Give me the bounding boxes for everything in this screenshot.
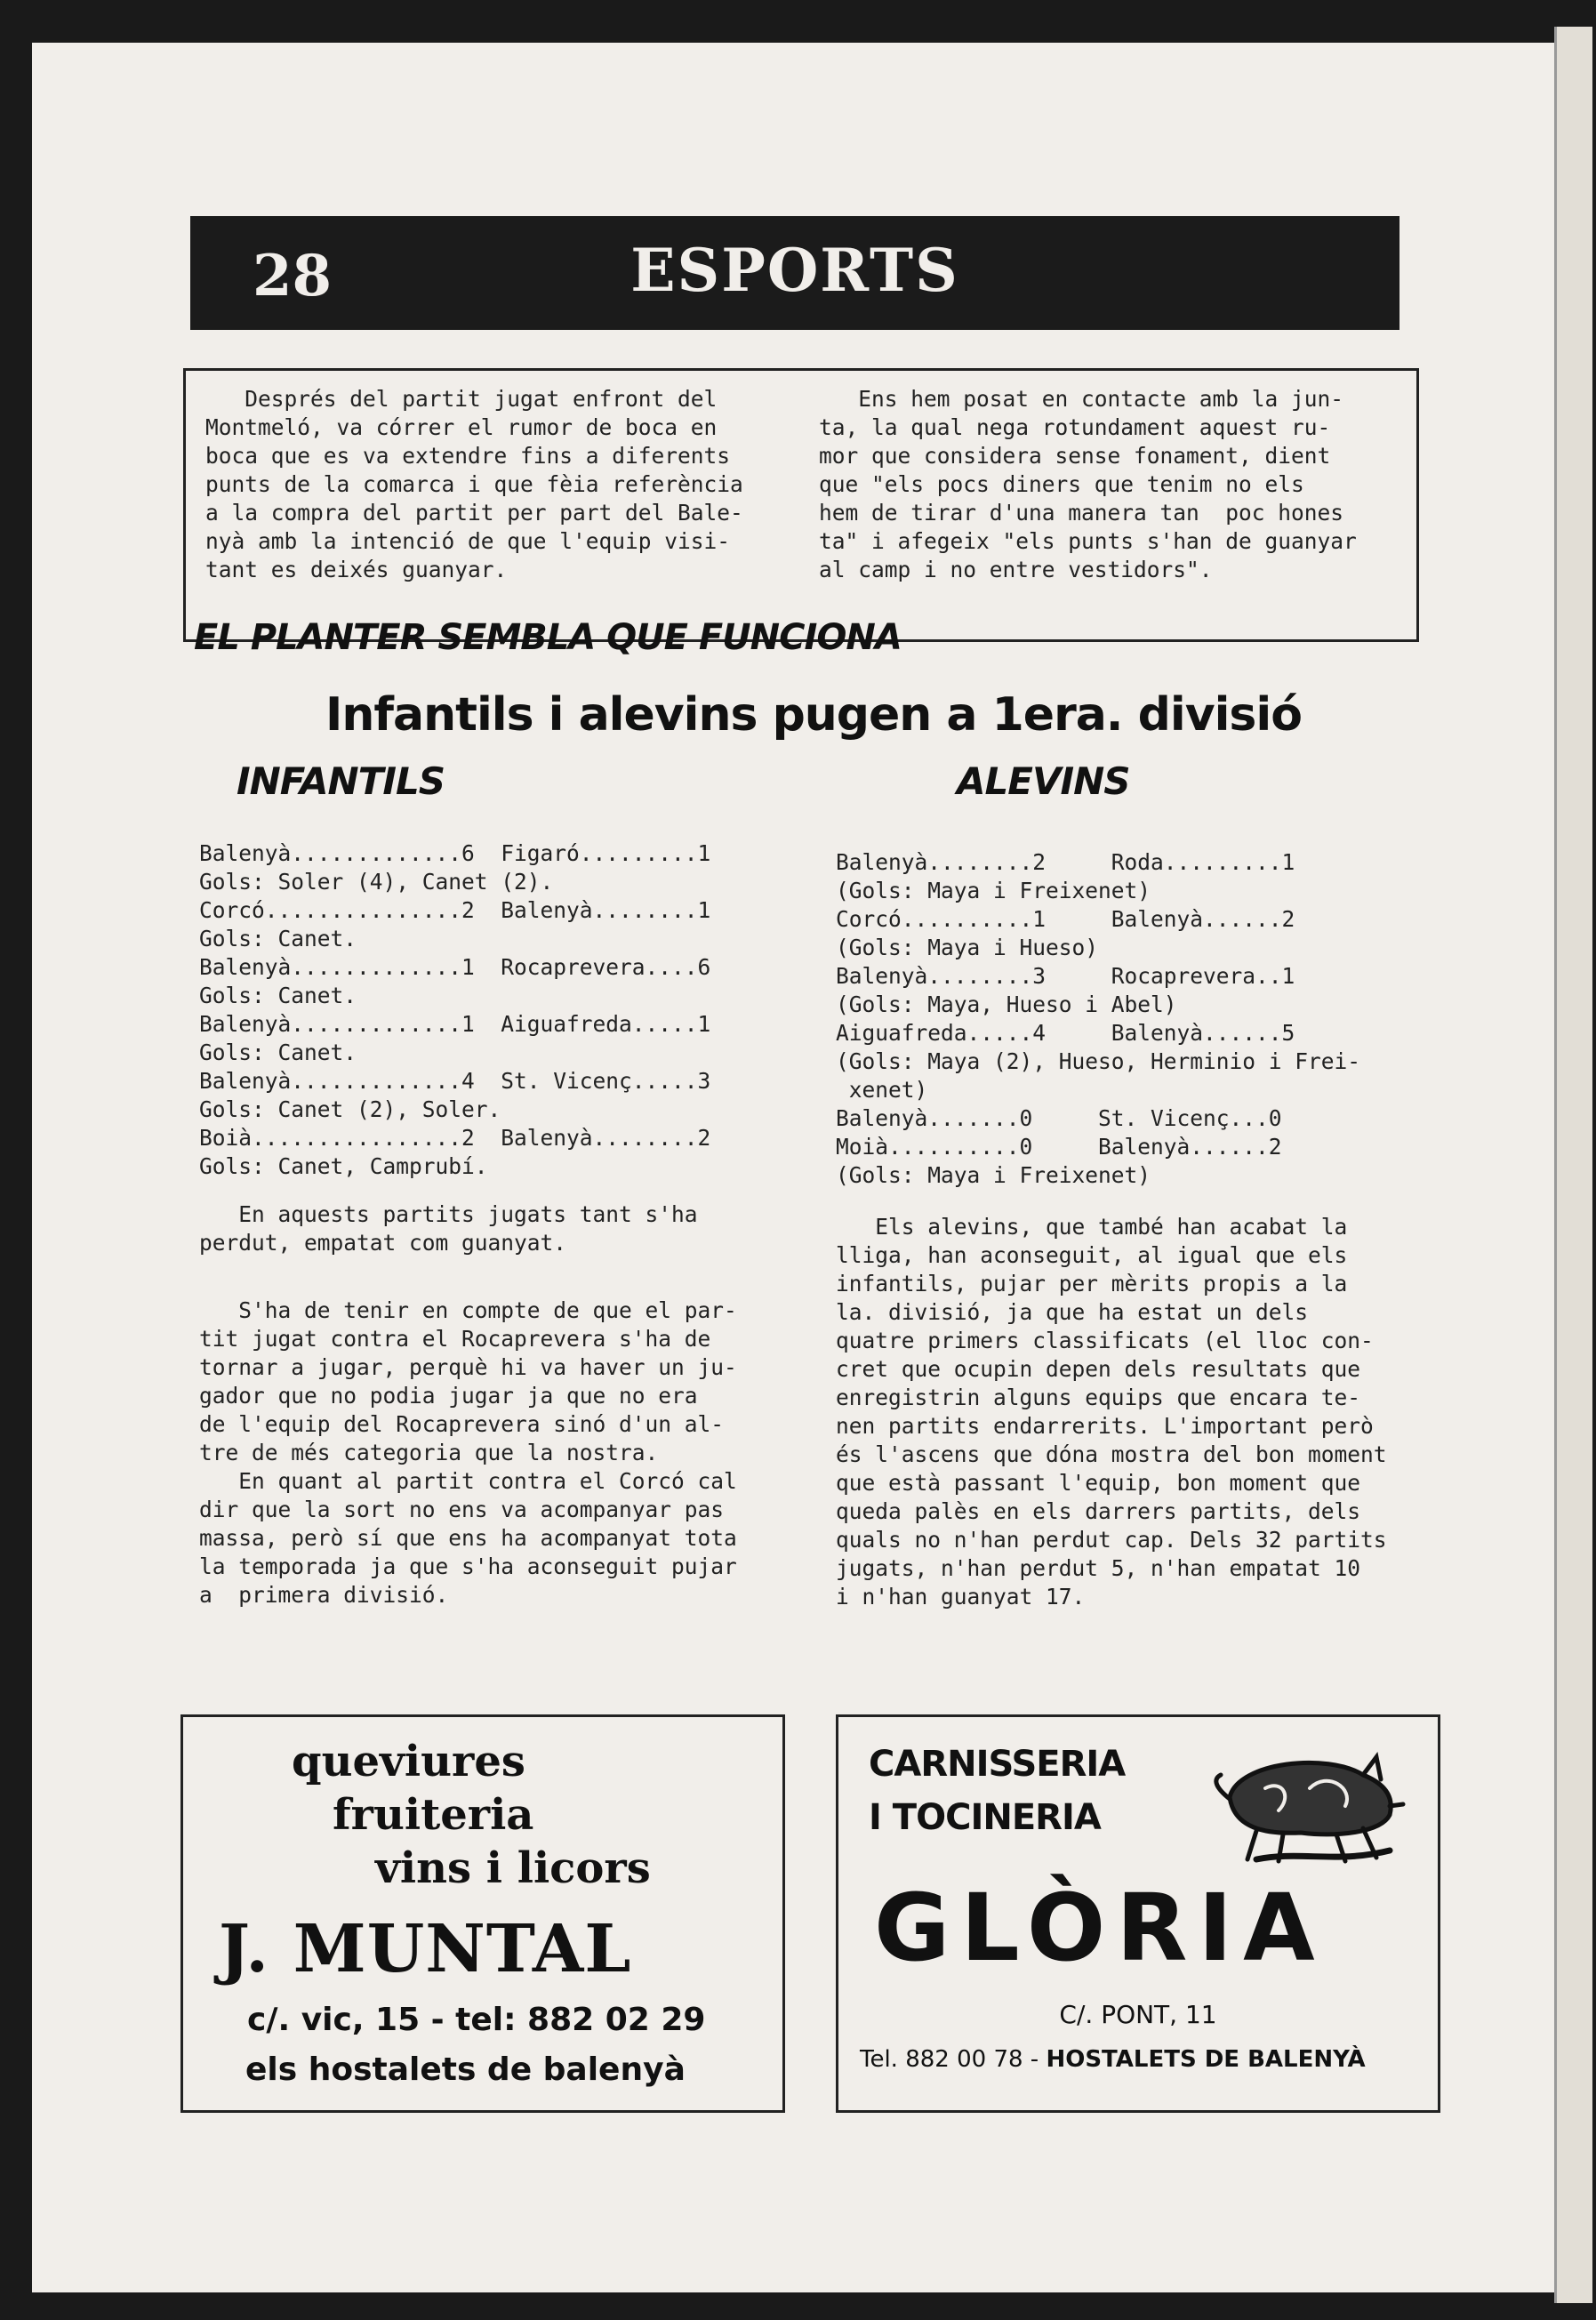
magazine-page (32, 43, 1554, 2292)
alevins-results: Balenyà........2 Roda.........1 (Gols: Maya i Freixenet) Corcó..........1 Balenyà......2 (Gols: Maya i Hueso) Balenyà........3 Rocaprevera..1 (Gols: Maya, Hueso i Abel) Aiguafreda.....4 Balenyà......5 (Gols: Maya (2), Hueso, Herminio i Frei- xenet) Balenyà.......0 St. Vicenç...0 Moià..........0 Balenyà......2 (Gols: Maya i Freixenet) (836, 849, 1361, 1188)
section-title: ESPORTS (630, 236, 959, 305)
ad-muntal-name: J. MUNTAL (219, 1911, 632, 1987)
ad-gloria-tel: Tel. 882 00 78 - (860, 2046, 1047, 2073)
ad-gloria-name: GLÒRIA (874, 1874, 1326, 1982)
intro-box (183, 368, 1419, 642)
article-kicker: EL PLANTER SEMBLA QUE FUNCIONA (194, 617, 902, 658)
infantils-paragraph-2: S'ha de tenir en compte de que el par- tit jugat contra el Rocaprevera s'ha de tornar a jugar, perquè hi va haver un ju- gador que no podia jugar ja que no era de l'equip del Rocaprevera sinó d'un al- tre de més categoria que la nostra. En quant al partit contra el Corcó cal dir que la sort no ens va acompanyar pas massa, però sí que ens ha acompanyat tota la temporada ja que s'ha aconseguit pujar a primera divisió. (199, 1297, 737, 1608)
ad-muntal-address: c/. vic, 15 - tel: 882 02 29 (247, 2002, 706, 2038)
ad-muntal-town: els hostalets de balenyà (245, 2051, 686, 2088)
intro-left-text: Després del partit jugat enfront del Montmeló, va córrer el rumor de boca en boca que es va extendre fins a diferents punts de la comarca i que fèia referència a la compra del partit per part del Bale- nyà amb la intenció de que l'equip visi- tant es deixés guanyar. (205, 386, 743, 582)
alevins-paragraph: Els alevins, que també han acabat la lliga, han aconseguit, al igual que els infantils, pujar per mèrits propis a la la. divisió, ja que ha estat un dels quatre primers classificats (el lloc con- cret que ocupin depen dels resultats que enregistrin alguns equips que encara te- nen partits endarrerits. L'important però és l'ascens que dóna mostra del bon moment que està passant l'equip, bon moment que queda palès en els darrers partits, dels quals no n'han perdut cap. Dels 32 partits jugats, n'han perdut 5, n'han empatat 10 i n'han guanyat 17. (836, 1214, 1387, 1610)
infantils-results: Balenyà.............6 Figaró.........1 Gols: Soler (4), Canet (2). Corcó...............2 Balenyà........1 Gols: Canet. Balenyà.............1 Rocaprevera....6 Gols: Canet. Balenyà.............1 Aiguafreda.....1 Gols: Canet. Balenyà.............4 St. Vicenç.....3 Gols: Canet (2), Soler. Boià................2 Balenyà........2 Gols: Canet, Camprubí. (199, 840, 711, 1179)
page-spine (1554, 27, 1592, 2303)
article-headline: Infantils i alevins pugen a 1era. divisió (325, 688, 1302, 742)
ad-muntal-line3: vins i licors (375, 1843, 651, 1893)
alevins-heading: ALEVINS (957, 759, 1130, 803)
ad-muntal-line2: fruiteria (333, 1790, 534, 1840)
pig-icon (1203, 1735, 1408, 1868)
ad-gloria-town: HOSTALETS DE BALENYÀ (1046, 2046, 1366, 2073)
infantils-paragraph-1: En aquests partits jugats tant s'ha perdut, empatat com guanyat. (199, 1201, 698, 1256)
ad-gloria (836, 1714, 1440, 2113)
ad-gloria-address: C/. PONT, 11 (1059, 2000, 1217, 2029)
ad-gloria-line1: CARNISSERIA (869, 1744, 1126, 1785)
ad-gloria-phone-line (860, 2046, 1366, 2073)
page-number: 28 (253, 243, 333, 309)
ad-muntal (180, 1714, 785, 2113)
infantils-heading: INFANTILS (237, 759, 445, 803)
ad-gloria-line2: I TOCINERIA (869, 1797, 1101, 1838)
section-header (190, 216, 1400, 330)
intro-right-text: Ens hem posat en contacte amb la jun- ta, la qual nega rotundament aquest ru- mor que considera sense fonament, dient que "els pocs diners que tenim no els hem de tirar d'una manera tan poc hones ta" i afegeix "els punts s'han de guanyar al camp i no entre vestidors". (819, 386, 1357, 582)
ad-muntal-line1: queviures (292, 1737, 525, 1786)
